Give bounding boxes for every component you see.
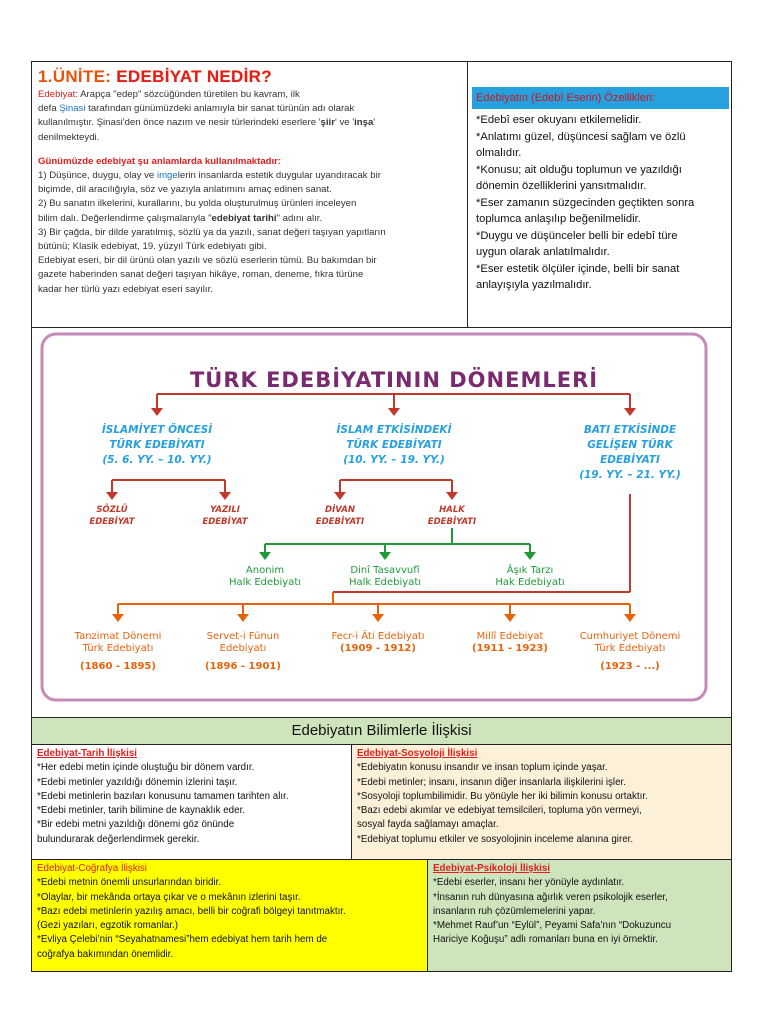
halk-asik: Âşık Tarzı	[506, 565, 554, 576]
period-servet: Edebiyatı	[219, 643, 267, 654]
sociology-title: Edebiyat-Sosyoloji İlişkisi	[357, 748, 478, 759]
geography-line: coğrafya bakımından önemlidir.	[37, 948, 174, 960]
sub-divan: DİVAN	[325, 505, 355, 515]
features-panel	[468, 62, 731, 328]
history-line: *Her edebi metin içinde oluştuğu bir dönem vardır.	[37, 762, 255, 774]
branch-2-line: (10. YY. – 19. YY.)	[343, 454, 445, 466]
sub-divan: EDEBİYATI	[315, 517, 365, 527]
diagram-title: TÜRK EDEBİYATININ DÖNEMLERİ	[189, 368, 599, 392]
halk-anonim: Halk Edebiyatı	[228, 577, 302, 588]
sociology-line: *Edebiyatın konusu insandır ve insan toplum içinde yaşar.	[357, 762, 608, 774]
feature-line: *Duygu ve düşünceler belli bir edebî türe	[476, 229, 678, 242]
feature-line: uygun olarak anlatılmalıdır.	[476, 246, 610, 258]
sub-halk: HALK	[439, 505, 465, 515]
sub-yazili: EDEBİYAT	[202, 517, 248, 527]
geography-relation	[32, 860, 428, 971]
halk-anonim: Anonim	[245, 565, 285, 576]
sub-halk: EDEBİYATI	[427, 517, 477, 527]
psychology-line: *İnsanın ruh dünyasına ağırlık veren psikolojik eserler,	[433, 891, 668, 903]
sociology-line: *Sosyoloji toplumbilimidir. Bu yönüyle her iki bilimin konusu ortaktır.	[357, 790, 648, 802]
feature-line: *Anlatımı güzel, düşüncesi sağlam ve özlü	[476, 130, 686, 143]
history-line: *Edebi metinler yazıldığı dönemin izlerini taşır.	[37, 776, 238, 788]
worksheet-page	[31, 61, 732, 972]
definition-panel	[32, 62, 468, 328]
features-list	[476, 112, 726, 294]
period-tanzimat: Tanzimat Dönemi	[74, 631, 162, 642]
psychology-title: Edebiyat-Psikoloji İlişkisi	[433, 863, 551, 874]
unit-title: 1.ÜNİTE: EDEBİYAT NEDİR?	[38, 67, 272, 86]
feature-line: dönemin özelliklerini yansıtmalıdır.	[476, 180, 647, 192]
term-sinasi: Şinasi	[59, 103, 86, 115]
history-line: *Bir edebi metni yazıldığı dönemi göz önünde	[37, 819, 235, 831]
halk-branches	[229, 563, 565, 588]
sub-sozlu: EDEBİYAT	[89, 517, 135, 527]
psychology-relation	[428, 860, 731, 971]
branch-1-line: TÜRK EDEBİYATI	[109, 439, 205, 451]
period-fecri-ati: Fecr-i Âti Edebiyatı	[331, 631, 425, 642]
geography-line: (Gezi yazıları, egzotik romanlar.)	[37, 920, 179, 932]
feature-line: olmalıdır.	[476, 147, 522, 159]
psychology-line: Hariciye Koğuşu” adlı romanları buna en iyi örnektir.	[433, 934, 658, 946]
history-title: Edebiyat-Tarih İlişkisi	[37, 748, 137, 759]
history-relation	[32, 745, 352, 860]
sociology-line: *Bazı edebi akımlar ve edebiyat temsilcileri, topluma yön vermeyi,	[357, 805, 642, 817]
feature-line: *Konusu; ait olduğu toplumun ve yazıldığı	[476, 163, 682, 176]
meanings-title: Günümüzde edebiyat şu anlamlarda kullanılmaktadır:	[38, 155, 282, 167]
period-cumhuriyet: (1923 - ...)	[600, 661, 660, 672]
period-cumhuriyet: Türk Edebiyatı	[594, 643, 666, 654]
branch-3-line: EDEBİYATI	[600, 454, 660, 466]
periods-diagram	[40, 332, 708, 706]
branch-3-line: BATI ETKİSİNDE	[583, 424, 677, 436]
feature-line: *Eser estetik ölçüler içinde, belli bir sanat	[476, 262, 680, 275]
psychology-line: *Edebi eserler, insanı her yönüyle aydınlatır.	[433, 877, 625, 889]
geography-line: *Edebi metnin önemli unsurlarından biridir.	[37, 877, 222, 889]
halk-asik: Hak Edebiyatı	[495, 577, 565, 588]
psychology-line: *Mehmet Rauf’un “Eylül”, Peyami Safa’nın “Dokuzuncu	[433, 920, 672, 932]
period-fecri-ati: (1909 - 1912)	[340, 643, 416, 654]
history-line: *Edebi metinler, tarih bilimine de kaynaklık eder.	[37, 805, 246, 817]
history-line: *Edebi metinlerin bazıları konusunu tamamen tarihten alır.	[37, 790, 289, 802]
sociology-relation	[352, 745, 731, 860]
period-tanzimat: (1860 - 1895)	[80, 661, 156, 672]
geography-line: *Olaylar, bir mekânda ortaya çıkar ve o mekânın izlerini taşır.	[37, 891, 301, 903]
relations-title: Edebiyatın Bilimlerle İlişkisi	[32, 717, 731, 745]
feature-line: *Eser zamanın süzgecinden geçtikten sonra	[476, 196, 695, 209]
branch-3-line: GELİŞEN TÜRK	[587, 439, 673, 451]
period-cumhuriyet: Cumhuriyet Dönemi	[579, 631, 681, 642]
period-milli: (1911 - 1923)	[472, 643, 548, 654]
sociology-line: *Edebiyat toplumu etkiler ve sosyolojinin inceleme alanına girer.	[357, 833, 634, 845]
definition-text: Edebiyat: Arapça "edep" sözcüğünden türetilen bu kavram, ilk defa Şinasi tarafından günümüzdeki anlamıyla bir sanat türünün adı olarak kullanılmıştır. Şinasi'den önce nazım ve nesir türlerindeki eserlere 'şiir' ve 'inşa' denilmekteydi. Günümüzde edebiyat şu anlamlarda kullanılmaktadır: 1) Düşünce, duygu, olay ve imgelerin insanlarda estetik duygular uyandıracak bir biçimde, dil aracılığıyla, söz ve yazıyla anlatımını amaç edinen sanat. 2) Bu sanatın ilkelerini, kurallarını, bu yolda oluşturulmuş ürünleri inceleyen bilim dalı. Değerlendirme çalışmalarıyla "edebiyat tarihi" adını alır. 3) Bir çağda, bir dilde yaratılmış, sözlü ya da yazılı, sanat değeri taşıyan yapıtların bütünü; Klasik edebiyat, 19. yüzyıl Türk edebiyatı gibi. Edebiyat eseri, bir dil ürünü olan yazılı ve sözlü eserlerin tümü. Bu bakımdan bir gazete haberinden sanat değeri taşıyan hikâye, roman, deneme, fıkra türüne kadar her türlü yazı edebiyat eseri sayılır.	[38, 88, 461, 297]
geography-line: *Bazı edebi metinlerin yazılış amacı, belli bir coğrafi bölgeyi tanıtmaktır.	[37, 905, 346, 917]
geography-title: Edebiyat-Coğrafya İlişkisi	[37, 863, 147, 874]
sociology-line: *Edebi metinler; insanı, insanın diğer insanlarla ilişkilerini işler.	[357, 776, 626, 788]
features-title: Edebiyatın (Edebî Eserin) Özellikleri:	[472, 87, 729, 109]
feature-line: *Edebî eser okuyanı etkilemelidir.	[476, 114, 642, 126]
halk-dini: Halk Edebiyatı	[348, 577, 422, 588]
branch-1-line: İSLAMİYET ÖNCESİ	[101, 424, 213, 436]
sociology-line: sosyal fayda sağlamayı amaçlar.	[357, 819, 499, 831]
halk-dini: Dinî Tasavvufî	[350, 565, 420, 576]
period-servet: (1896 - 1901)	[205, 661, 281, 672]
term-edebiyat: Edebiyat	[38, 89, 76, 100]
psychology-line: insanların ruh çözümlemelerini yapar.	[433, 905, 596, 917]
period-tanzimat: Türk Edebiyatı	[82, 643, 154, 654]
period-milli: Millî Edebiyat	[476, 631, 544, 642]
feature-line: anlayışıyla yazılmalıdır.	[476, 279, 592, 291]
branch-3-line: (19. YY. – 21. YY.)	[579, 469, 681, 481]
sub-yazili: YAZILI	[210, 505, 240, 515]
period-servet: Servet-i Fünun	[206, 631, 280, 642]
feature-line: toplumca anlaşılıp beğenilmelidir.	[476, 213, 641, 225]
history-line: bulundurarak değerlendirmek gerekir.	[37, 833, 200, 845]
branch-2-line: TÜRK EDEBİYATI	[346, 439, 442, 451]
geography-line: *Evliya Çelebi’nin “Seyahatnamesi”hem edebiyat hem tarih hem de	[37, 934, 328, 946]
branch-1-line: (5. 6. YY. – 10. YY.)	[102, 454, 212, 466]
branch-2-line: İSLAM ETKİSİNDEKİ	[336, 424, 452, 436]
sub-sozlu: SÖZLÜ	[96, 505, 128, 515]
